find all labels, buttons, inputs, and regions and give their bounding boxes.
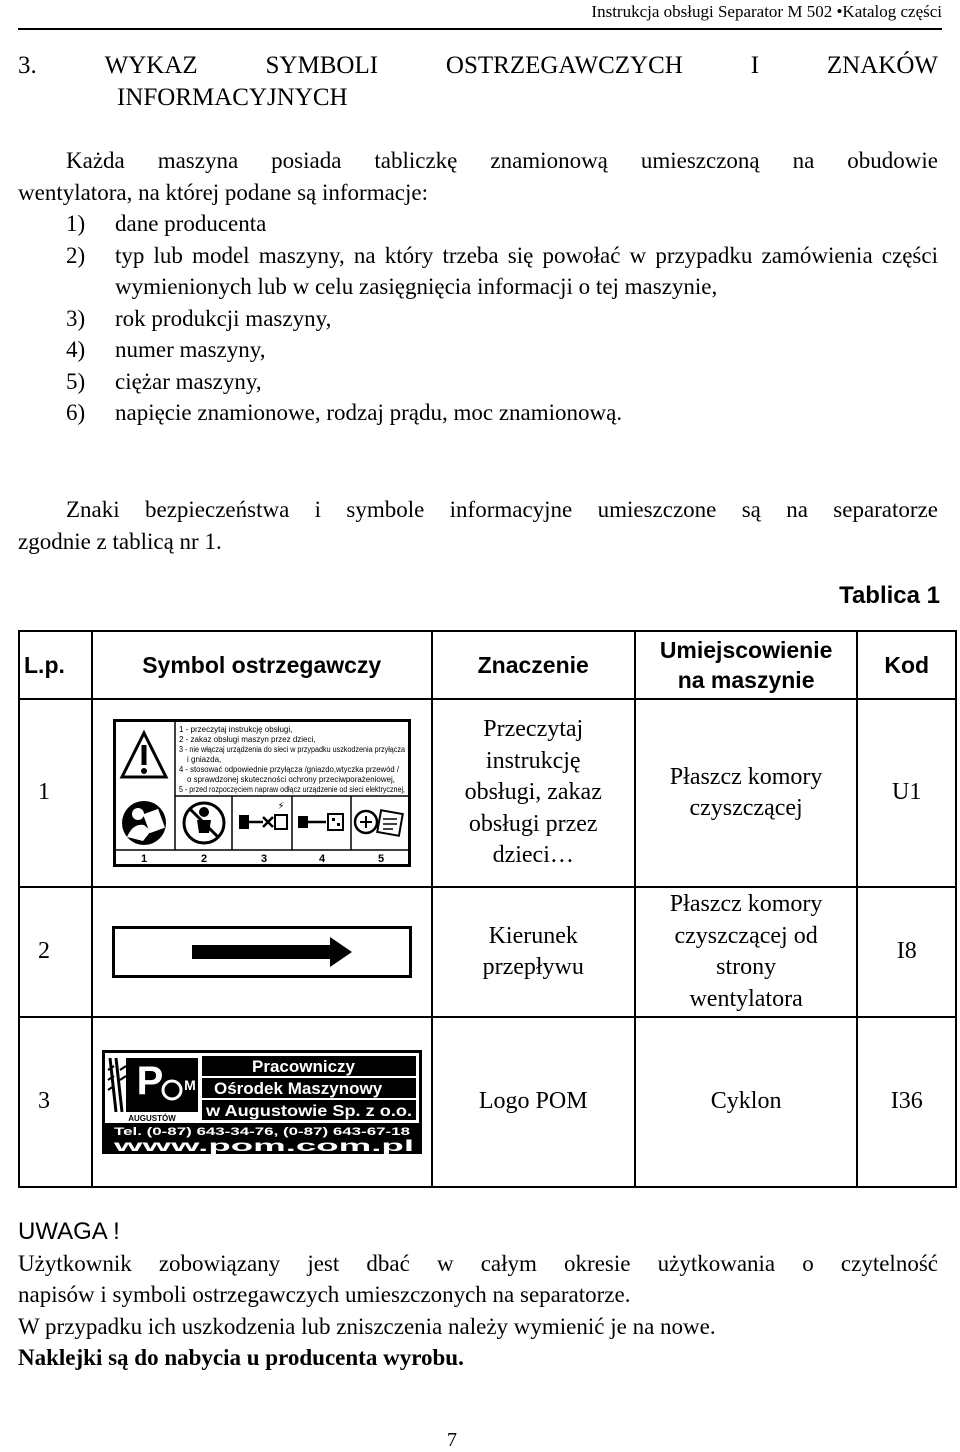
list-item: 6) napięcie znamionowe, rodzaj prądu, moc znamionową.: [66, 400, 623, 425]
read-manual-icon: [122, 801, 166, 845]
svg-text:M: M: [183, 1077, 196, 1093]
signs-line-2: zgodnie z tablicą nr 1.: [18, 529, 222, 554]
svg-text:⚡: ⚡: [277, 801, 285, 812]
warning-label-sticker: [113, 719, 411, 867]
cell-symbol: [92, 699, 432, 887]
cell-meaning: Kierunek przepływu: [432, 887, 635, 1017]
header-code: Kod: [857, 631, 956, 699]
pictogram-number: 2: [200, 853, 207, 865]
table-row: [19, 1017, 956, 1187]
pictogram-number: 1: [140, 853, 147, 865]
note-line-4: Naklejki są do nabycia u producenta wyrobu.: [18, 1345, 464, 1370]
title-word: I: [750, 52, 760, 79]
table-caption: Tablica 1: [839, 582, 940, 609]
signs-line-1: Znaki bezpieczeństwa i symbole informacyjne umieszczone są na separatorze: [66, 497, 938, 522]
pom-line-1: Pracowniczy: [251, 1057, 355, 1076]
intro-line-1: Każda maszyna posiada tabliczkę znamionową umieszczoną na obudowie: [66, 148, 938, 173]
header-symbol: Symbol ostrzegawczy: [92, 631, 432, 699]
cell-location: Płaszcz komory czyszczącej od strony wentylatora: [635, 887, 858, 1017]
list-item: 2) typ lub model maszyny, na który trzeba się powołać w przypadku zamówienia części wymienionych lub w celu zasięgnięcia informacji o tej maszynie,: [66, 242, 938, 299]
cell-meaning: Przeczytaj instrukcję obsługi, zakaz obsługi przez dzieci…: [432, 699, 635, 887]
warning-line: 3 - nie włączaj urządzenia do sieci w przypadku uszkodzenia przyłącza: [178, 745, 406, 754]
cell-lp: 2: [19, 887, 92, 1017]
arrow-right-icon: [112, 926, 412, 978]
info-list: [18, 208, 938, 429]
pom-logo: [102, 1050, 422, 1154]
cell-lp: 3: [19, 1017, 92, 1187]
pom-line-3: w Augustowie Sp. z o.o.: [204, 1103, 412, 1120]
pom-web: www.pom.com.pl: [111, 1138, 414, 1154]
pom-phone: Tel. (0-87) 643-34-76, (0-87) 643-67-18: [113, 1126, 410, 1138]
warning-line: 2 - zakaz obsługi maszyn przez dzieci,: [178, 735, 316, 744]
page-header: Instrukcja obsługi Separator M 502 •Katalog części: [18, 0, 942, 30]
title-word: WYKAZ: [104, 52, 198, 79]
note-line-3: W przypadku ich uszkodzenia lub zniszczenia należy wymienić je na nowe.: [18, 1313, 716, 1339]
warning-line: 4 - stosować odpowiednie przyłącza /gniazdo,wtyczka przewód /: [178, 765, 400, 774]
table-header-row: [19, 631, 956, 699]
cell-code: I36: [857, 1017, 956, 1187]
warning-line: 1 - przeczytaj instrukcję obsługi,: [178, 725, 293, 734]
pom-badge: AUGUSTÓW: [127, 1114, 176, 1123]
cell-symbol: [92, 887, 432, 1017]
list-item: 3) rok produkcji maszyny,: [66, 305, 332, 331]
table-row: [19, 699, 956, 887]
warning-line: 5 - przed rozpoczęciem napraw odłącz urządzenie od sieci elektrycznej,: [178, 785, 405, 794]
cell-meaning: Logo POM: [432, 1017, 635, 1187]
section-number: 3.: [18, 52, 37, 79]
title-line-2: INFORMACYJNYCH: [117, 84, 348, 111]
title-word: SYMBOLI: [265, 52, 379, 79]
intro-line-2: wentylatora, na której podane są informacje:: [18, 180, 429, 205]
warning-line: i gniazda,: [186, 755, 221, 764]
table-row: [19, 887, 956, 1017]
cell-location: Cyklon: [635, 1017, 858, 1187]
note-line-2: napisów i symboli ostrzegawczych umieszczonych na separatorze.: [18, 1282, 631, 1307]
cell-code: I8: [857, 887, 956, 1017]
title-word: OSTRZEGAWCZYCH: [445, 52, 683, 79]
header-location: Umiejscowienie na maszynie: [635, 631, 858, 699]
cell-symbol: [92, 1017, 432, 1187]
list-item: 5) ciężar maszyny,: [66, 368, 262, 394]
cell-lp: 1: [19, 699, 92, 887]
section-title: [18, 50, 938, 114]
pictogram-number: 4: [318, 853, 325, 865]
no-children-icon: [184, 803, 224, 843]
list-item: 4) numer maszyny,: [66, 337, 266, 362]
note-line-1: Użytkownik zobowiązany jest dbać w całym okresie użytkowania o czytelność: [18, 1250, 938, 1276]
cell-location: Płaszcz komory czyszczącej: [635, 699, 858, 887]
page-number: 7: [447, 1429, 457, 1451]
header-meaning: Znaczenie: [432, 631, 635, 699]
note-title: UWAGA !: [18, 1218, 120, 1245]
pictogram-number: 3: [260, 853, 267, 865]
header-lp: L.p.: [19, 631, 92, 699]
symbols-table: [18, 630, 957, 1188]
warning-note: [18, 1216, 938, 1374]
pictogram-number: 5: [377, 853, 384, 865]
svg-text:P: P: [136, 1059, 164, 1103]
cell-code: U1: [857, 699, 956, 887]
warning-line: o sprawdzonej skuteczności ochrony przeciwporażeniowej,: [186, 775, 395, 784]
pom-line-2: Ośrodek Maszynowy: [213, 1079, 382, 1098]
list-item: 1) dane producenta: [66, 211, 267, 236]
title-word: ZNAKÓW: [826, 52, 938, 79]
